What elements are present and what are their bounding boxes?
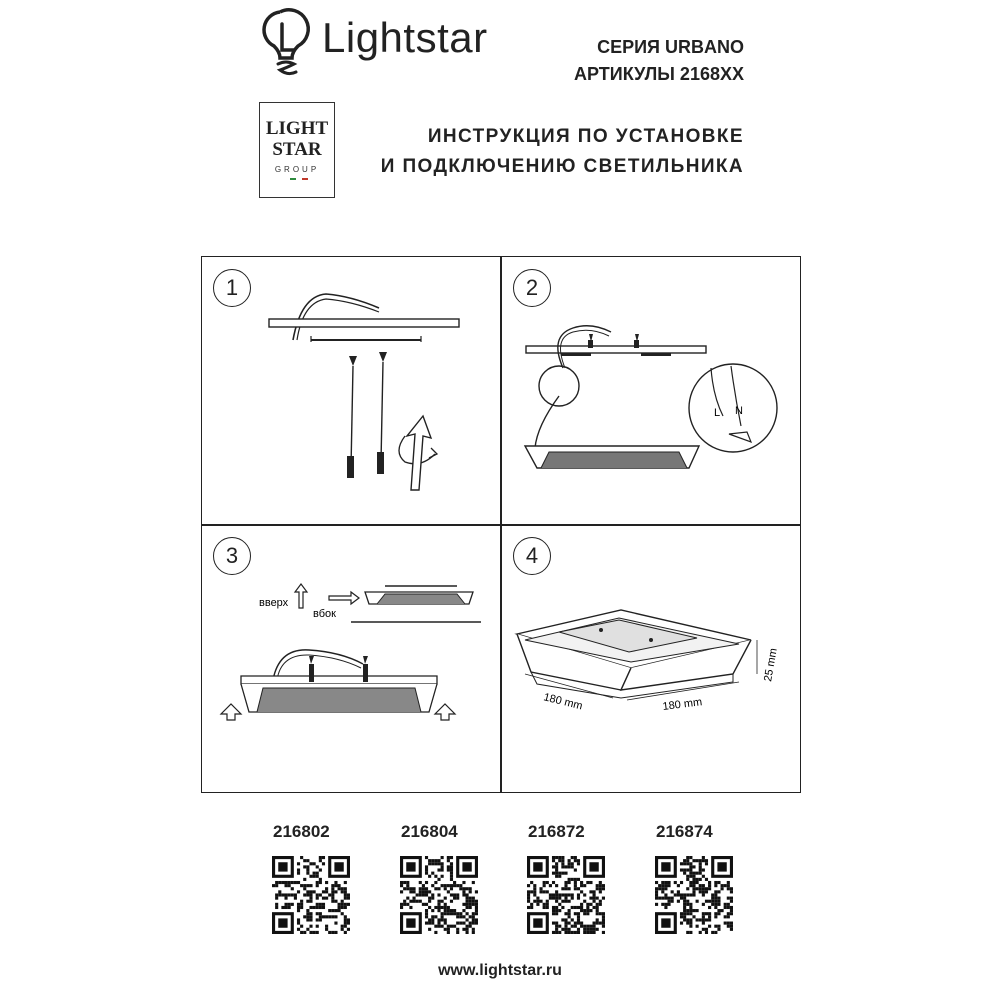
group-logo-line3: GROUP <box>274 165 320 174</box>
title-line-1: ИНСТРУКЦИЯ ПО УСТАНОВКЕ <box>427 126 744 147</box>
label-neutral-wire: N <box>735 405 743 417</box>
step-2-illustration <box>501 256 799 523</box>
step-4-number: 4 <box>513 537 551 575</box>
step-4-illustration <box>501 524 799 791</box>
series-line: СЕРИЯ URBANO <box>597 37 744 57</box>
series-header <box>574 34 744 88</box>
brand-name: Lightstar <box>322 14 488 61</box>
label-live-wire: L <box>714 407 721 419</box>
dimension-width-label: 180 mm <box>542 691 584 713</box>
step-1-illustration <box>201 256 499 523</box>
lightstar-group-logo <box>259 102 335 198</box>
lightstar-logo <box>258 6 318 78</box>
group-logo-line2: STAR <box>272 139 322 160</box>
lightbulb-logo-icon <box>258 6 318 78</box>
step-2-number: 2 <box>513 269 551 307</box>
step-3-illustration <box>201 524 499 791</box>
qr-code-icon[interactable] <box>272 856 350 934</box>
article-code-3: 216872 <box>528 822 585 841</box>
qr-code-icon[interactable] <box>400 856 478 934</box>
step-1-number: 1 <box>213 269 251 307</box>
arrow-up-left-icon <box>221 704 241 720</box>
dimension-depth-label: 180 mm <box>661 696 703 713</box>
title-line-2: И ПОДКЛЮЧЕНИЮ СВЕТИЛЬНИКА <box>380 156 744 177</box>
website-link[interactable]: www.lightstar.ru <box>438 962 562 979</box>
qr-code-icon[interactable] <box>655 856 733 934</box>
dimension-height-label: 25 mm <box>762 647 780 683</box>
qr-code-icon[interactable] <box>527 856 605 934</box>
italian-flag-icon <box>290 178 308 180</box>
arrow-up-right-icon <box>435 704 455 720</box>
document-title <box>381 122 744 182</box>
step-3-number: 3 <box>213 537 251 575</box>
arrow-side-icon <box>329 592 359 604</box>
label-up: вверх <box>259 597 289 609</box>
label-side: вбок <box>313 608 336 620</box>
arrow-up-icon <box>295 584 307 608</box>
group-logo-line1: LIGHT <box>265 118 329 139</box>
article-code-1: 216802 <box>273 822 330 841</box>
article-code-4: 216874 <box>656 822 713 841</box>
article-code-2: 216804 <box>401 822 458 841</box>
articles-line: АРТИКУЛЫ 2168XX <box>574 64 744 84</box>
